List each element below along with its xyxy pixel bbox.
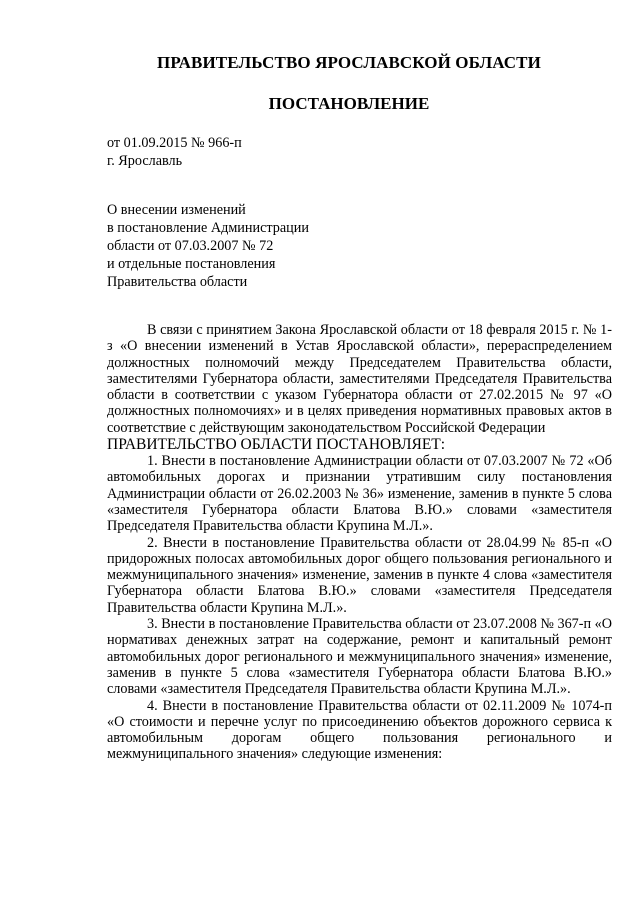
item-paragraph: 4. Внести в постановление Правительства области от 02.11.2009 № 1074-п «О стоимости и перечне услуг по присоединению объектов дорожного сервиса к автомобильным дорогам общего пользования регионального и межмуниципального значения» следующие изменения: bbox=[107, 697, 612, 763]
resolves-line: ПРАВИТЕЛЬСТВО ОБЛАСТИ ПОСТАНОВЛЯЕТ: bbox=[107, 436, 446, 454]
subject-block bbox=[107, 201, 309, 291]
body-text bbox=[107, 322, 612, 763]
item-paragraph: 1. Внести в постановление Администрации области от 07.03.2007 № 72 «Об автомобильных дорогах и признании утратившим силу постановления Администрации области от 26.02.2003 № 36» изменение, заменив в пункте 5 слова «заместителя Губернатора области Блатова В.Ю.» словами «заместителя Председателя Правительства области Крупина М.Л.». bbox=[107, 453, 612, 535]
date-number-block bbox=[107, 134, 242, 170]
subject-line: Правительства области bbox=[107, 274, 248, 290]
organization-title: ПРАВИТЕЛЬСТВО ЯРОСЛАВСКОЙ ОБЛАСТИ bbox=[157, 53, 541, 72]
date-number: от 01.09.2015 № 966-п bbox=[107, 135, 242, 151]
subject-line: в постановление Администрации bbox=[107, 220, 309, 236]
item-paragraph: 2. Внести в постановление Правительства области от 28.04.99 № 85-п «О придорожных полосах автомобильных дорог общего пользования регионального и межмуниципального значения» изменение, заменив в пункте 4 слова «заместителя Губернатора области Блатова В.Ю.» словами «заместителя Председателя Правительства области Крупина М.Л.». bbox=[107, 534, 612, 616]
preamble-paragraph: В связи с принятием Закона Ярославской области от 18 февраля 2015 г. № 1-з «О внесении изменений в Устав Ярославской области», перераспределением должностных полномочий между Председателем Правительства области, заместителями Губернатора области, заместителями Председателя Правительства области в соответствии с указом Губернатора области от 27.02.2015 № 97 «О должностных полномочиях» и в целях приведения нормативных правовых актов в соответствие с действующим законодательством Российской Федерации bbox=[107, 322, 612, 436]
subject-line: и отдельные постановления bbox=[107, 256, 276, 272]
subject-line: О внесении изменений bbox=[107, 202, 246, 218]
city: г. Ярославль bbox=[107, 153, 183, 169]
subject-line: области от 07.03.2007 № 72 bbox=[107, 238, 274, 254]
item-paragraph: 3. Внести в постановление Правительства области от 23.07.2008 № 367-п «О нормативах денежных затрат на содержание, ремонт и капитальный ремонт автомобильных дорог регионального и межмуниципального значения» изменение, заменив в пункте 5 слова «заместителя Губернатора области Блатова В.Ю.» словами «заместителя Председателя Правительства области Крупина М.Л.». bbox=[107, 616, 612, 698]
document-type-title: ПОСТАНОВЛЕНИЕ bbox=[268, 94, 430, 113]
